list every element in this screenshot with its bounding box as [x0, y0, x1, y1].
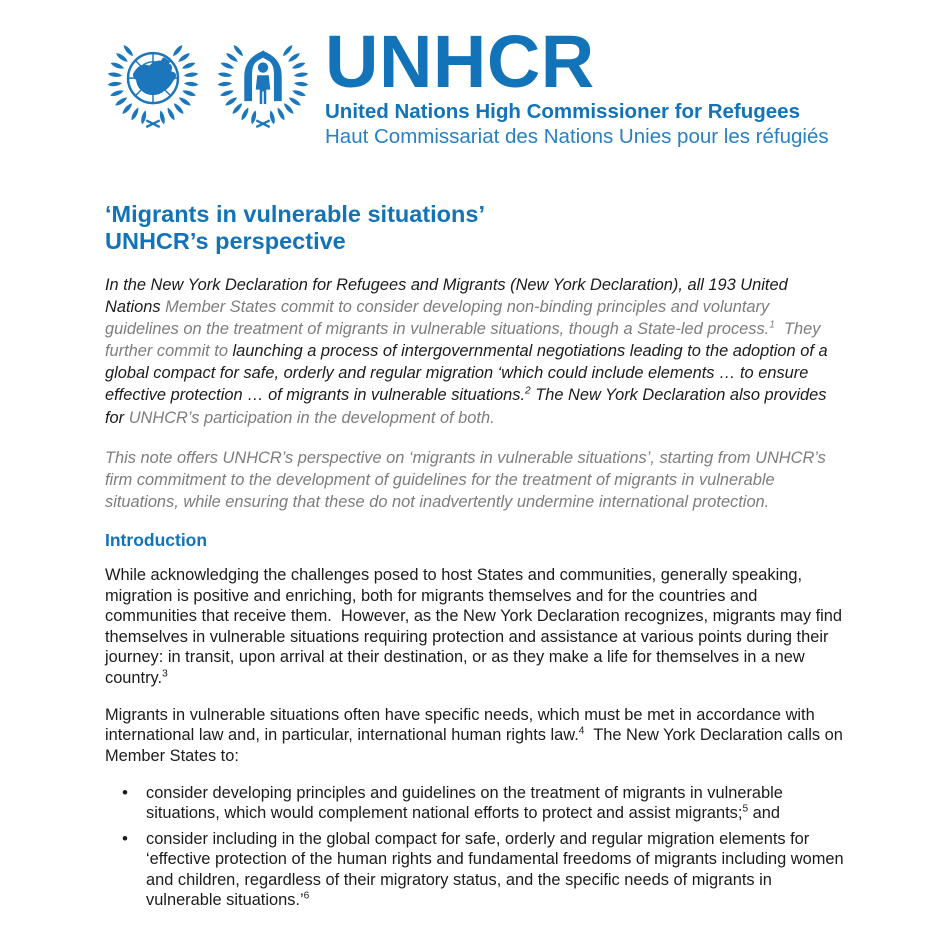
- section-heading-introduction: Introduction: [105, 529, 208, 550]
- intro-paragraph-1: While acknowledging the challenges posed to host States and communities, generally speaking, migration is positive and enriching, both for migrants themselves and for the countries and communities that receive them. However, as the New York Declaration recognizes, migrants may find themselves in vulnerable situations requiring protection and assistance at various points during their journey: in transit, upon arrival at their destination, or as they make a life for themselves in a new country.$^3$: [105, 566, 847, 687]
- unhcr-emblem-icon: [215, 28, 311, 134]
- bullet-item-principles-guidelines: • consider developing principles and guidelines on the treatment of migrants in vulnerable situations, which would complement national efforts to protect and assist migrants;$^5$ and: [146, 783, 847, 824]
- abstract-paragraph-2: This note offers UNHCR’s perspective on ‘migrants in vulnerable situations’, starting from UNHCR’s firm commitment to the development of guidelines for the treatment of migrants in vulnerable situations, while ensuring that these do not inadvertently undermine international protection.: [105, 448, 831, 511]
- org-name-french: Haut Commissariat des Nations Unies pour les réfugiés: [325, 125, 829, 149]
- letterhead: [105, 20, 847, 149]
- page-content: [105, 20, 849, 916]
- brand-text-block: [325, 20, 829, 149]
- abstract-paragraph-1: In the New York Declaration for Refugees and Migrants (New York Declaration), all 193 United Nations Member States commit to consider developing non-binding principles and voluntary guidelines on the treatment of migrants in vulnerable situations, though a State-led process.$^1$ They further commit to launching a process of intergovernmental negotiations leading to the adoption of a global compact for safe, orderly and regular migration ‘which could include elements … to ensure effective protection … of migrants in vulnerable situations.$^2$ The New York Declaration also provides for UNHCR’s participation in the development of both.: [105, 276, 833, 427]
- bullet-item-global-compact: • consider including in the global compact for safe, orderly and regular migration elements for ‘effective protection of the human rights and fundamental freedoms of migrants including women and children, regardless of their migratory status, and the specific needs of migrants in vulnerable situations.’$^6$: [146, 829, 847, 911]
- intro-paragraph-2: Migrants in vulnerable situations often have specific needs, which must be met in accordance with international law and, in particular, international human rights law.$^4$ The New York Declaration calls on Member States to:: [105, 705, 848, 765]
- org-name-english: United Nations High Commissioner for Refugees: [325, 99, 800, 123]
- document-title-line1: ‘Migrants in vulnerable situations’: [105, 200, 485, 227]
- un-emblem-icon: [105, 28, 201, 134]
- document-title-line2: UNHCR’s perspective: [105, 228, 346, 255]
- document-title: [105, 201, 847, 256]
- unhcr-wordmark: UNHCR: [325, 20, 595, 103]
- document-body: [105, 201, 847, 911]
- member-states-bullet-list: [105, 783, 847, 911]
